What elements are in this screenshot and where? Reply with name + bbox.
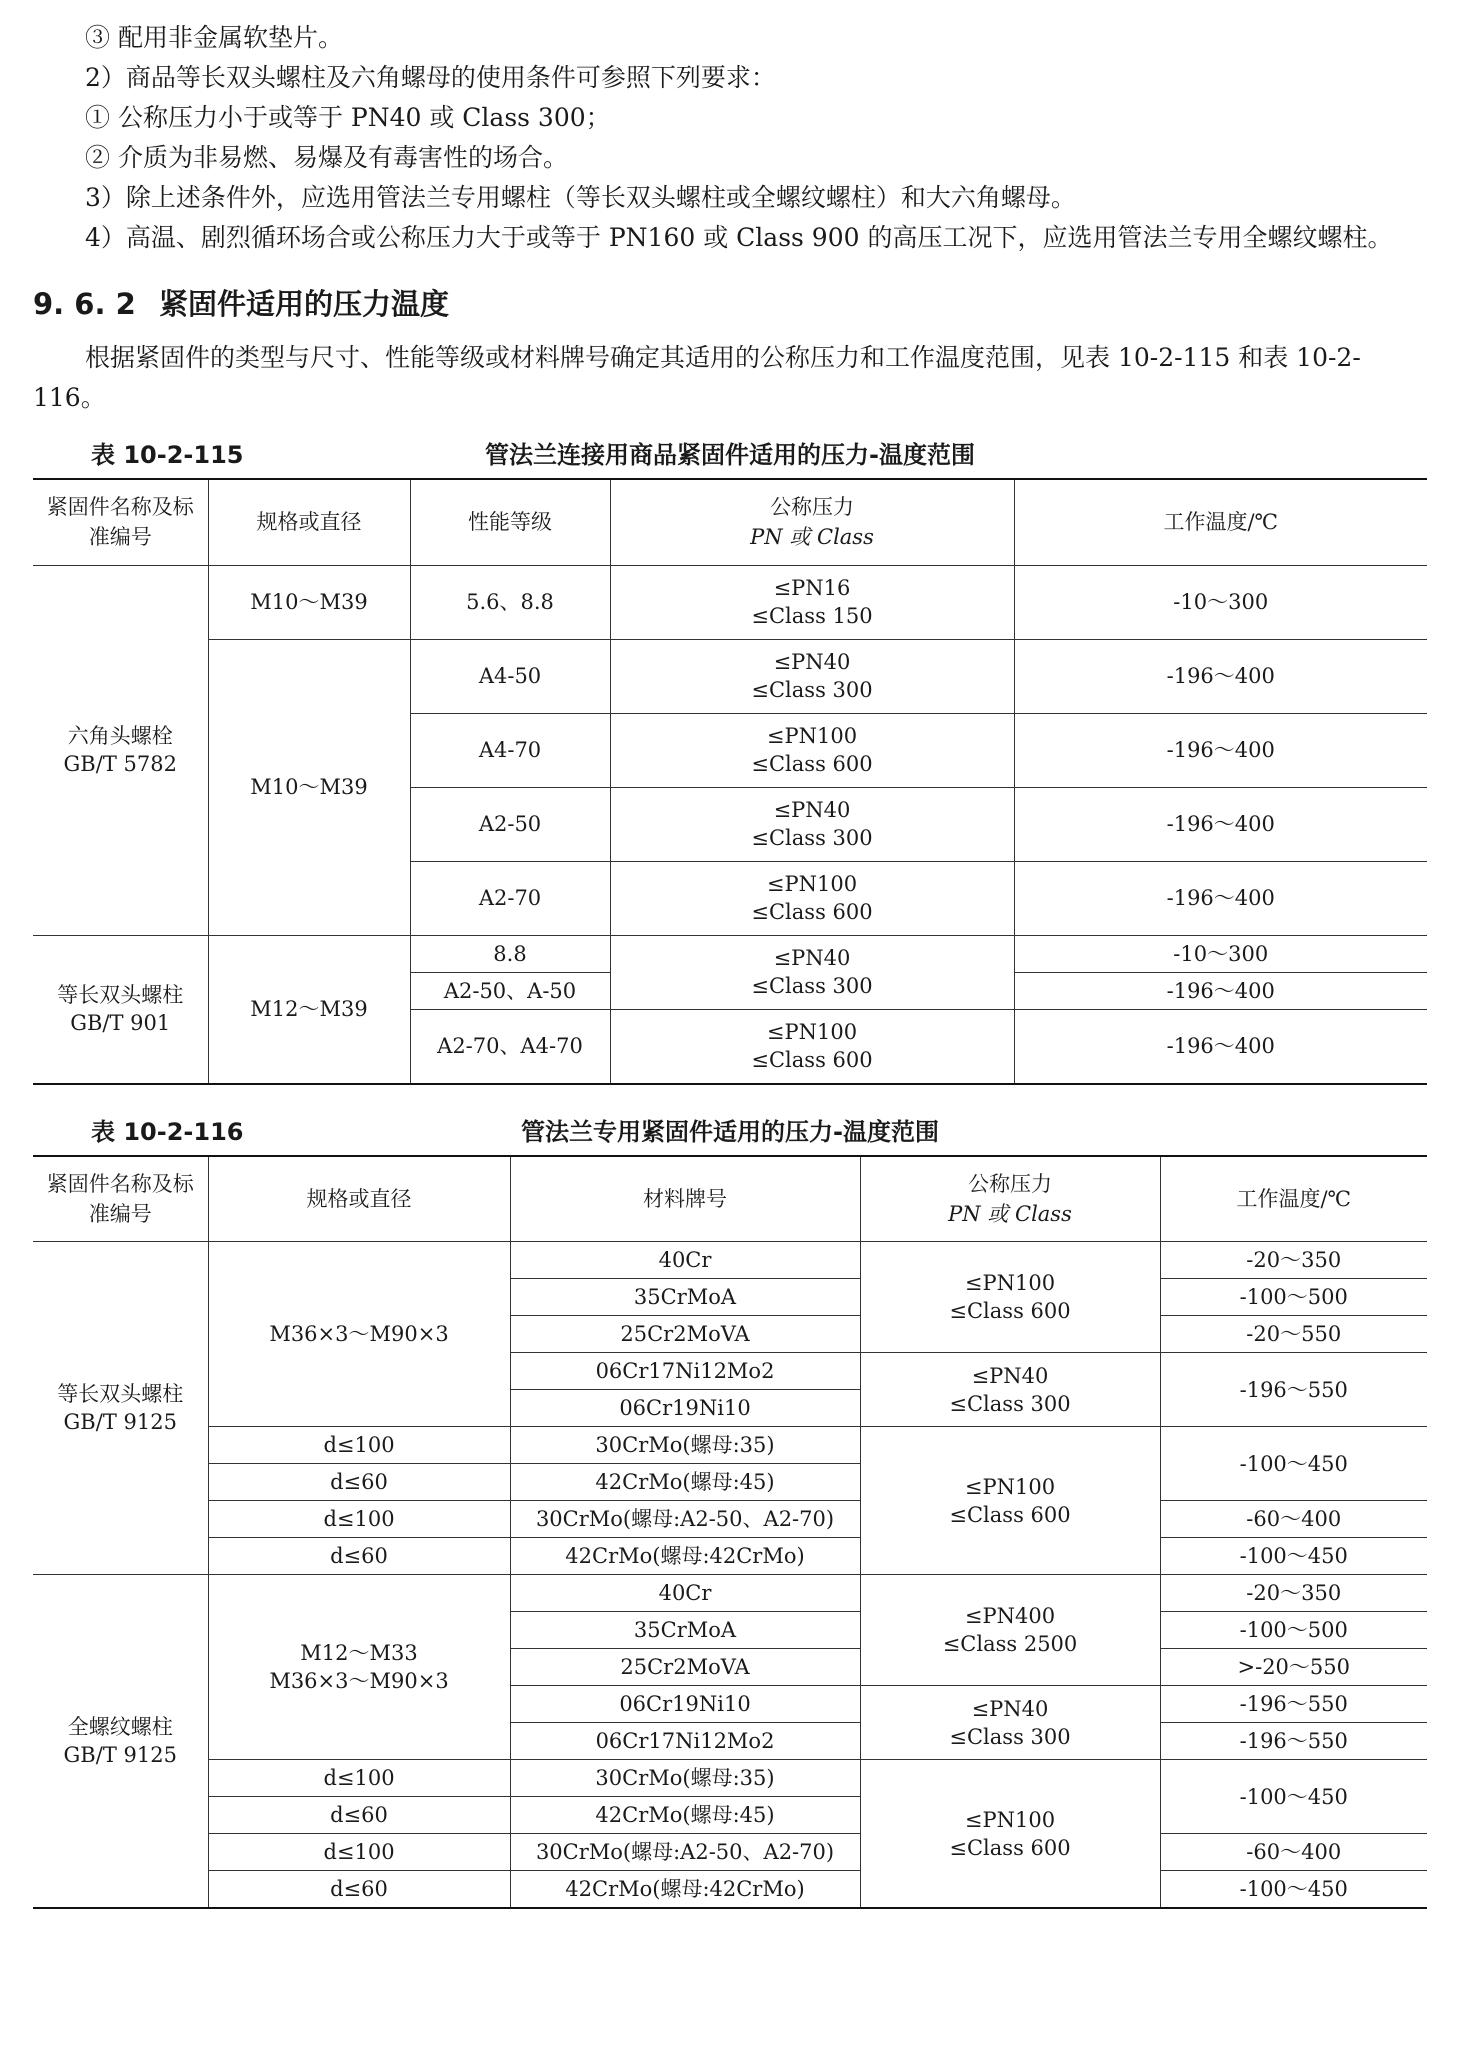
material-cell: 30CrMo(螺母:35) — [510, 1760, 860, 1797]
temp-cell: -196～400 — [1014, 713, 1427, 787]
pressure-cell: ≤PN100 ≤Class 600 — [860, 1760, 1160, 1909]
temp-cell: -100～500 — [1160, 1612, 1427, 1649]
table-title: 管法兰专用紧固件适用的压力-温度范围 — [521, 1117, 939, 1146]
material-cell: 30CrMo(螺母:35) — [510, 1427, 860, 1464]
size-cell: M10～M39 — [208, 639, 410, 935]
temp-cell: -20～350 — [1160, 1575, 1427, 1612]
temp-cell: -196～550 — [1160, 1723, 1427, 1760]
temp-cell: -20～350 — [1160, 1242, 1427, 1279]
grade-cell: A4-70 — [410, 713, 610, 787]
temp-cell: -100～500 — [1160, 1279, 1427, 1316]
material-cell: 06Cr17Ni12Mo2 — [510, 1353, 860, 1390]
size-cell: M36×3～M90×3 — [208, 1242, 510, 1427]
paragraph: 2）商品等长双头螺柱及六角螺母的使用条件可参照下列要求： — [85, 63, 776, 92]
table-row — [33, 1834, 1427, 1871]
fastener-name-cell: 全螺纹螺柱 GB/T 9125 — [33, 1575, 208, 1909]
table-row — [33, 1871, 1427, 1909]
size-cell: d≤60 — [208, 1538, 510, 1575]
grade-cell: A2-50、A-50 — [410, 972, 610, 1009]
size-cell: M10～M39 — [208, 565, 410, 639]
header-cell: 紧固件名称及标准编号 — [33, 1156, 208, 1242]
header-cell: 紧固件名称及标准编号 — [33, 479, 208, 565]
temp-cell: -196～550 — [1160, 1353, 1427, 1427]
fastener-name-cell: 六角头螺栓 GB/T 5782 — [33, 565, 208, 935]
material-cell: 25Cr2MoVA — [510, 1649, 860, 1686]
material-cell: 42CrMo(螺母:45) — [510, 1464, 860, 1501]
material-cell: 06Cr19Ni10 — [510, 1390, 860, 1427]
size-cell: d≤60 — [208, 1797, 510, 1834]
table-10-2-116 — [33, 1155, 1427, 1910]
grade-cell: A4-50 — [410, 639, 610, 713]
table-caption — [33, 1109, 1427, 1155]
header-cell: 规格或直径 — [208, 1156, 510, 1242]
paragraph: 4）高温、剧烈循环场合或公称压力大于或等于 PN160 或 Class 900 的高压工况下，应选用管法兰专用全螺纹螺柱。 — [85, 223, 1393, 252]
table-row — [33, 1760, 1427, 1797]
header-cell: 公称压力 PN 或 Class — [610, 479, 1014, 565]
size-cell: M12～M33 M36×3～M90×3 — [208, 1575, 510, 1760]
paragraph: ③ 配用非金属软垫片。 — [85, 23, 343, 52]
table-row — [33, 1501, 1427, 1538]
pressure-cell: ≤PN100 ≤Class 600 — [610, 1009, 1014, 1084]
material-cell: 30CrMo(螺母:A2-50、A2-70) — [510, 1834, 860, 1871]
size-cell: d≤100 — [208, 1834, 510, 1871]
table-row — [33, 1575, 1427, 1612]
material-cell: 42CrMo(螺母:42CrMo) — [510, 1871, 860, 1909]
header-cell: 公称压力 PN 或 Class — [860, 1156, 1160, 1242]
size-cell: d≤60 — [208, 1871, 510, 1909]
header-cell: 工作温度/℃ — [1160, 1156, 1427, 1242]
header-cell: 规格或直径 — [208, 479, 410, 565]
fastener-name-cell: 等长双头螺柱 GB/T 901 — [33, 935, 208, 1084]
temp-cell: -196～550 — [1160, 1686, 1427, 1723]
material-cell: 40Cr — [510, 1575, 860, 1612]
pressure-cell: ≤PN40 ≤Class 300 — [860, 1353, 1160, 1427]
pressure-cell: ≤PN100 ≤Class 600 — [860, 1427, 1160, 1575]
material-cell: 42CrMo(螺母:45) — [510, 1797, 860, 1834]
size-cell: d≤60 — [208, 1464, 510, 1501]
table-header-row — [33, 1156, 1427, 1242]
material-cell: 40Cr — [510, 1242, 860, 1279]
temp-cell: -10～300 — [1014, 935, 1427, 972]
pressure-cell: ≤PN100 ≤Class 600 — [610, 861, 1014, 935]
intro-paragraph: 根据紧固件的类型与尺寸、性能等级或材料牌号确定其适用的公称压力和工作温度范围，见表 10-2-115 和表 10-2-116。 — [33, 343, 1361, 412]
table-number: 表 10-2-115 — [91, 441, 244, 469]
section-title: 紧固件适用的压力温度 — [159, 287, 450, 321]
table-row — [33, 1242, 1427, 1279]
pressure-cell: ≤PN40 ≤Class 300 — [610, 639, 1014, 713]
size-cell: d≤100 — [208, 1427, 510, 1464]
table-row — [33, 565, 1427, 639]
material-cell: 06Cr19Ni10 — [510, 1686, 860, 1723]
temp-cell: -196～400 — [1014, 1009, 1427, 1084]
pressure-cell: ≤PN16 ≤Class 150 — [610, 565, 1014, 639]
material-cell: 42CrMo(螺母:42CrMo) — [510, 1538, 860, 1575]
grade-cell: 5.6、8.8 — [410, 565, 610, 639]
pressure-cell: ≤PN100 ≤Class 600 — [610, 713, 1014, 787]
header-cell: 材料牌号 — [510, 1156, 860, 1242]
temp-cell: -196～400 — [1014, 639, 1427, 713]
table-row — [33, 935, 1427, 972]
header-cell: 工作温度/℃ — [1014, 479, 1427, 565]
table-number: 表 10-2-116 — [91, 1117, 244, 1146]
document-page — [33, 18, 1427, 1933]
table-title: 管法兰连接用商品紧固件适用的压力-温度范围 — [485, 441, 975, 469]
material-cell: 25Cr2MoVA — [510, 1316, 860, 1353]
table-header-row — [33, 479, 1427, 565]
material-cell: 30CrMo(螺母:A2-50、A2-70) — [510, 1501, 860, 1538]
grade-cell: A2-70 — [410, 861, 610, 935]
temp-cell: -196～400 — [1014, 787, 1427, 861]
fastener-name-cell: 等长双头螺柱 GB/T 9125 — [33, 1242, 208, 1575]
temp-cell: -196～400 — [1014, 972, 1427, 1009]
table-row — [33, 639, 1427, 713]
temp-cell: -60～400 — [1160, 1501, 1427, 1538]
temp-cell: -100～450 — [1160, 1760, 1427, 1834]
paragraph: ① 公称压力小于或等于 PN40 或 Class 300； — [85, 103, 611, 132]
temp-cell: -60～400 — [1160, 1834, 1427, 1871]
temp-cell: -100～450 — [1160, 1427, 1427, 1501]
pressure-cell: ≤PN40 ≤Class 300 — [610, 935, 1014, 1009]
temp-cell: -100～450 — [1160, 1871, 1427, 1909]
temp-cell: -10～300 — [1014, 565, 1427, 639]
size-cell: d≤100 — [208, 1760, 510, 1797]
pressure-cell: ≤PN40 ≤Class 300 — [860, 1686, 1160, 1760]
pressure-cell: ≤PN100 ≤Class 600 — [860, 1242, 1160, 1353]
paragraph: 3）除上述条件外，应选用管法兰专用螺柱（等长双头螺柱或全螺纹螺柱）和大六角螺母。 — [85, 183, 1076, 212]
pressure-cell: ≤PN40 ≤Class 300 — [610, 787, 1014, 861]
size-cell: d≤100 — [208, 1501, 510, 1538]
material-cell: 35CrMoA — [510, 1279, 860, 1316]
paragraph: ② 介质为非易燃、易爆及有毒害性的场合。 — [85, 143, 568, 172]
temp-cell: >-20～550 — [1160, 1649, 1427, 1686]
table-row — [33, 1427, 1427, 1464]
grade-cell: A2-70、A4-70 — [410, 1009, 610, 1084]
temp-cell: -100～450 — [1160, 1538, 1427, 1575]
section-heading — [33, 284, 1427, 324]
header-cell: 性能等级 — [410, 479, 610, 565]
grade-cell: A2-50 — [410, 787, 610, 861]
material-cell: 06Cr17Ni12Mo2 — [510, 1723, 860, 1760]
size-cell: M12～M39 — [208, 935, 410, 1084]
table-row — [33, 1538, 1427, 1575]
table-caption — [33, 432, 1427, 478]
temp-cell: -196～400 — [1014, 861, 1427, 935]
section-number: 9. 6. 2 — [33, 287, 136, 321]
temp-cell: -20～550 — [1160, 1316, 1427, 1353]
table-10-2-115 — [33, 478, 1427, 1085]
grade-cell: 8.8 — [410, 935, 610, 972]
pressure-cell: ≤PN400 ≤Class 2500 — [860, 1575, 1160, 1686]
material-cell: 35CrMoA — [510, 1612, 860, 1649]
